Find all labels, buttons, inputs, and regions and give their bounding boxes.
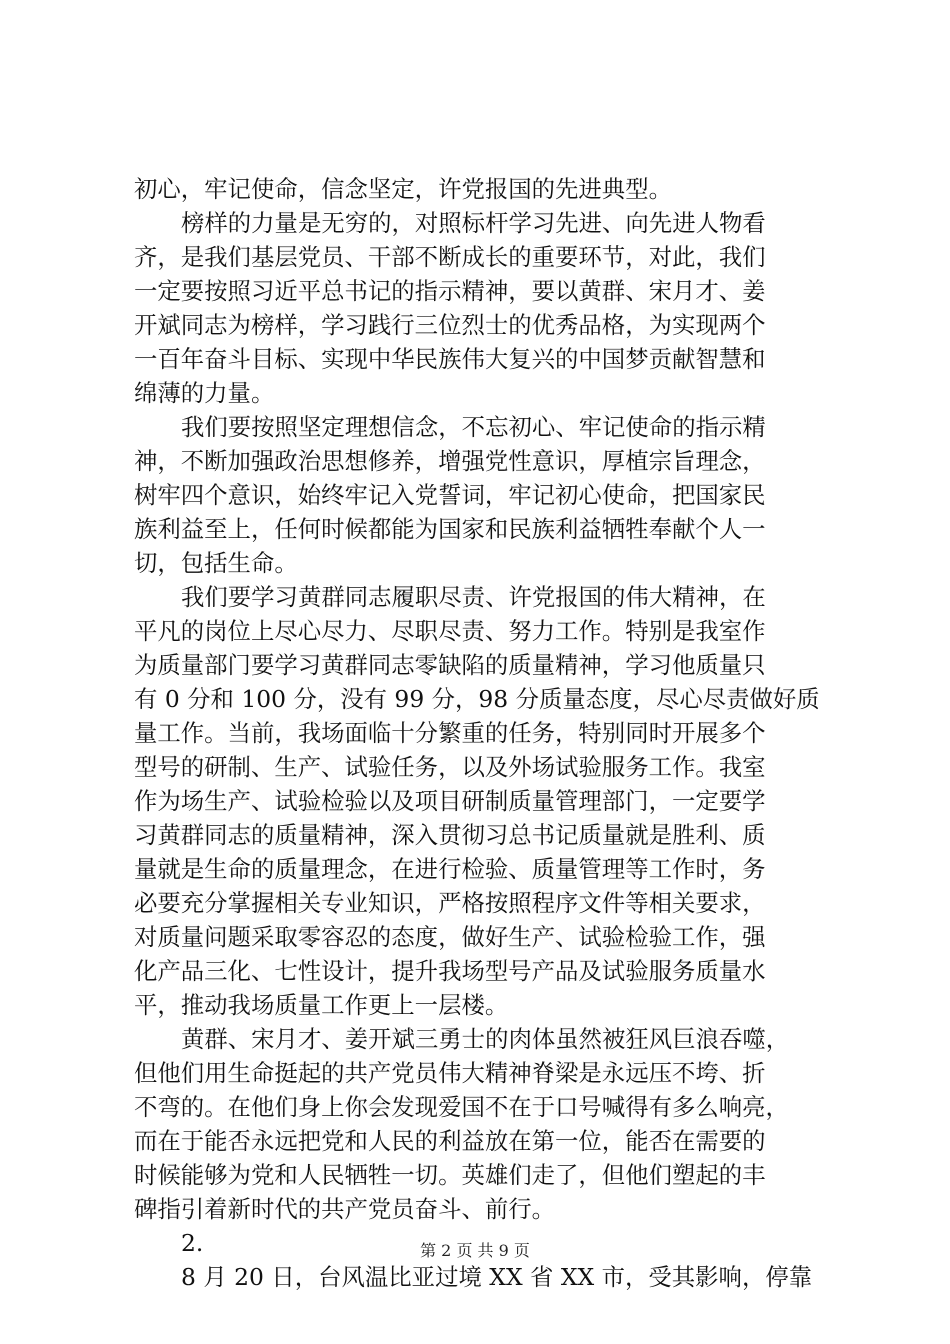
- paragraph-start-line: 我们要学习黄群同志履职尽责、许党报国的伟大精神，在: [181, 583, 766, 611]
- text-line: 有 0 分和 100 分，没有 99 分，98 分质量态度，尽心尽责做好质: [134, 685, 820, 713]
- section-number: 2.: [181, 1229, 204, 1257]
- paragraph-start-line: 黄群、宋月才、姜开斌三勇士的肉体虽然被狂风巨浪吞噬，: [181, 1025, 790, 1053]
- text-line: 化产品三化、七性设计，提升我场型号产品及试验服务质量水: [134, 957, 766, 985]
- text-line: 量就是生命的质量理念，在进行检验、质量管理等工作时，务: [134, 855, 766, 883]
- paragraph-start-line: 8 月 20 日，台风温比亚过境 XX 省 XX 市，受其影响，停靠: [181, 1263, 813, 1291]
- text-line: 切，包括生命。: [134, 549, 298, 577]
- document-body: [134, 172, 834, 1294]
- page-number-label: 第 2 页 共 9 页: [420, 1241, 530, 1260]
- text-line: 族利益至上，任何时候都能为国家和民族利益牺牲奉献个人一: [134, 515, 766, 543]
- text-line: 一定要按照习近平总书记的指示精神，要以黄群、宋月才、姜: [134, 277, 766, 305]
- text-line: 量工作。当前，我场面临十分繁重的任务，特别同时开展多个: [134, 719, 766, 747]
- text-line: 为质量部门要学习黄群同志零缺陷的质量精神，学习他质量只: [134, 651, 766, 679]
- text-line: 平凡的岗位上尽心尽力、尽职尽责、努力工作。特别是我室作: [134, 617, 766, 645]
- text-line: 平，推动我场质量工作更上一层楼。: [134, 991, 509, 1019]
- text-line: 而在于能否永远把党和人民的利益放在第一位，能否在需要的: [134, 1127, 766, 1155]
- paragraph-start-line: 我们要按照坚定理想信念，不忘初心、牢记使命的指示精: [181, 413, 766, 441]
- text-line: 碑指引着新时代的共产党员奋斗、前行。: [134, 1195, 556, 1223]
- text-line: 齐，是我们基层党员、干部不断成长的重要环节，对此，我们: [134, 243, 766, 271]
- paragraph-start-line: 榜样的力量是无穷的，对照标杆学习先进、向先进人物看: [181, 209, 766, 237]
- text-line: 时候能够为党和人民牺牲一切。英雄们走了，但他们塑起的丰: [134, 1161, 766, 1189]
- text-line: 作为场生产、试验检验以及项目研制质量管理部门，一定要学: [134, 787, 766, 815]
- text-line: 型号的研制、生产、试验任务，以及外场试验服务工作。我室: [134, 753, 766, 781]
- text-line: 神，不断加强政治思想修养，增强党性意识，厚植宗旨理念，: [134, 447, 766, 475]
- text-line: 必要充分掌握相关专业知识，严格按照程序文件等相关要求，: [134, 889, 766, 917]
- text-line: 习黄群同志的质量精神，深入贯彻习总书记质量就是胜利、质: [134, 821, 766, 849]
- text-line: 一百年奋斗目标、实现中华民族伟大复兴的中国梦贡献智慧和: [134, 345, 766, 373]
- text-line: 绵薄的力量。: [134, 379, 275, 407]
- text-line: 开斌同志为榜样，学习践行三位烈士的优秀品格，为实现两个: [134, 311, 766, 339]
- text-line: 但他们用生命挺起的共产党员伟大精神脊梁是永远压不垮、折: [134, 1059, 766, 1087]
- page-footer: [0, 1241, 950, 1261]
- text-line: 初心，牢记使命，信念坚定，许党报国的先进典型。: [134, 175, 672, 203]
- text-line: 不弯的。在他们身上你会发现爱国不在于口号喊得有多么响亮，: [134, 1093, 789, 1121]
- text-line: 对质量问题采取零容忍的态度，做好生产、试验检验工作，强: [134, 923, 766, 951]
- text-line: 树牢四个意识，始终牢记入党誓词，牢记初心使命，把国家民: [134, 481, 766, 509]
